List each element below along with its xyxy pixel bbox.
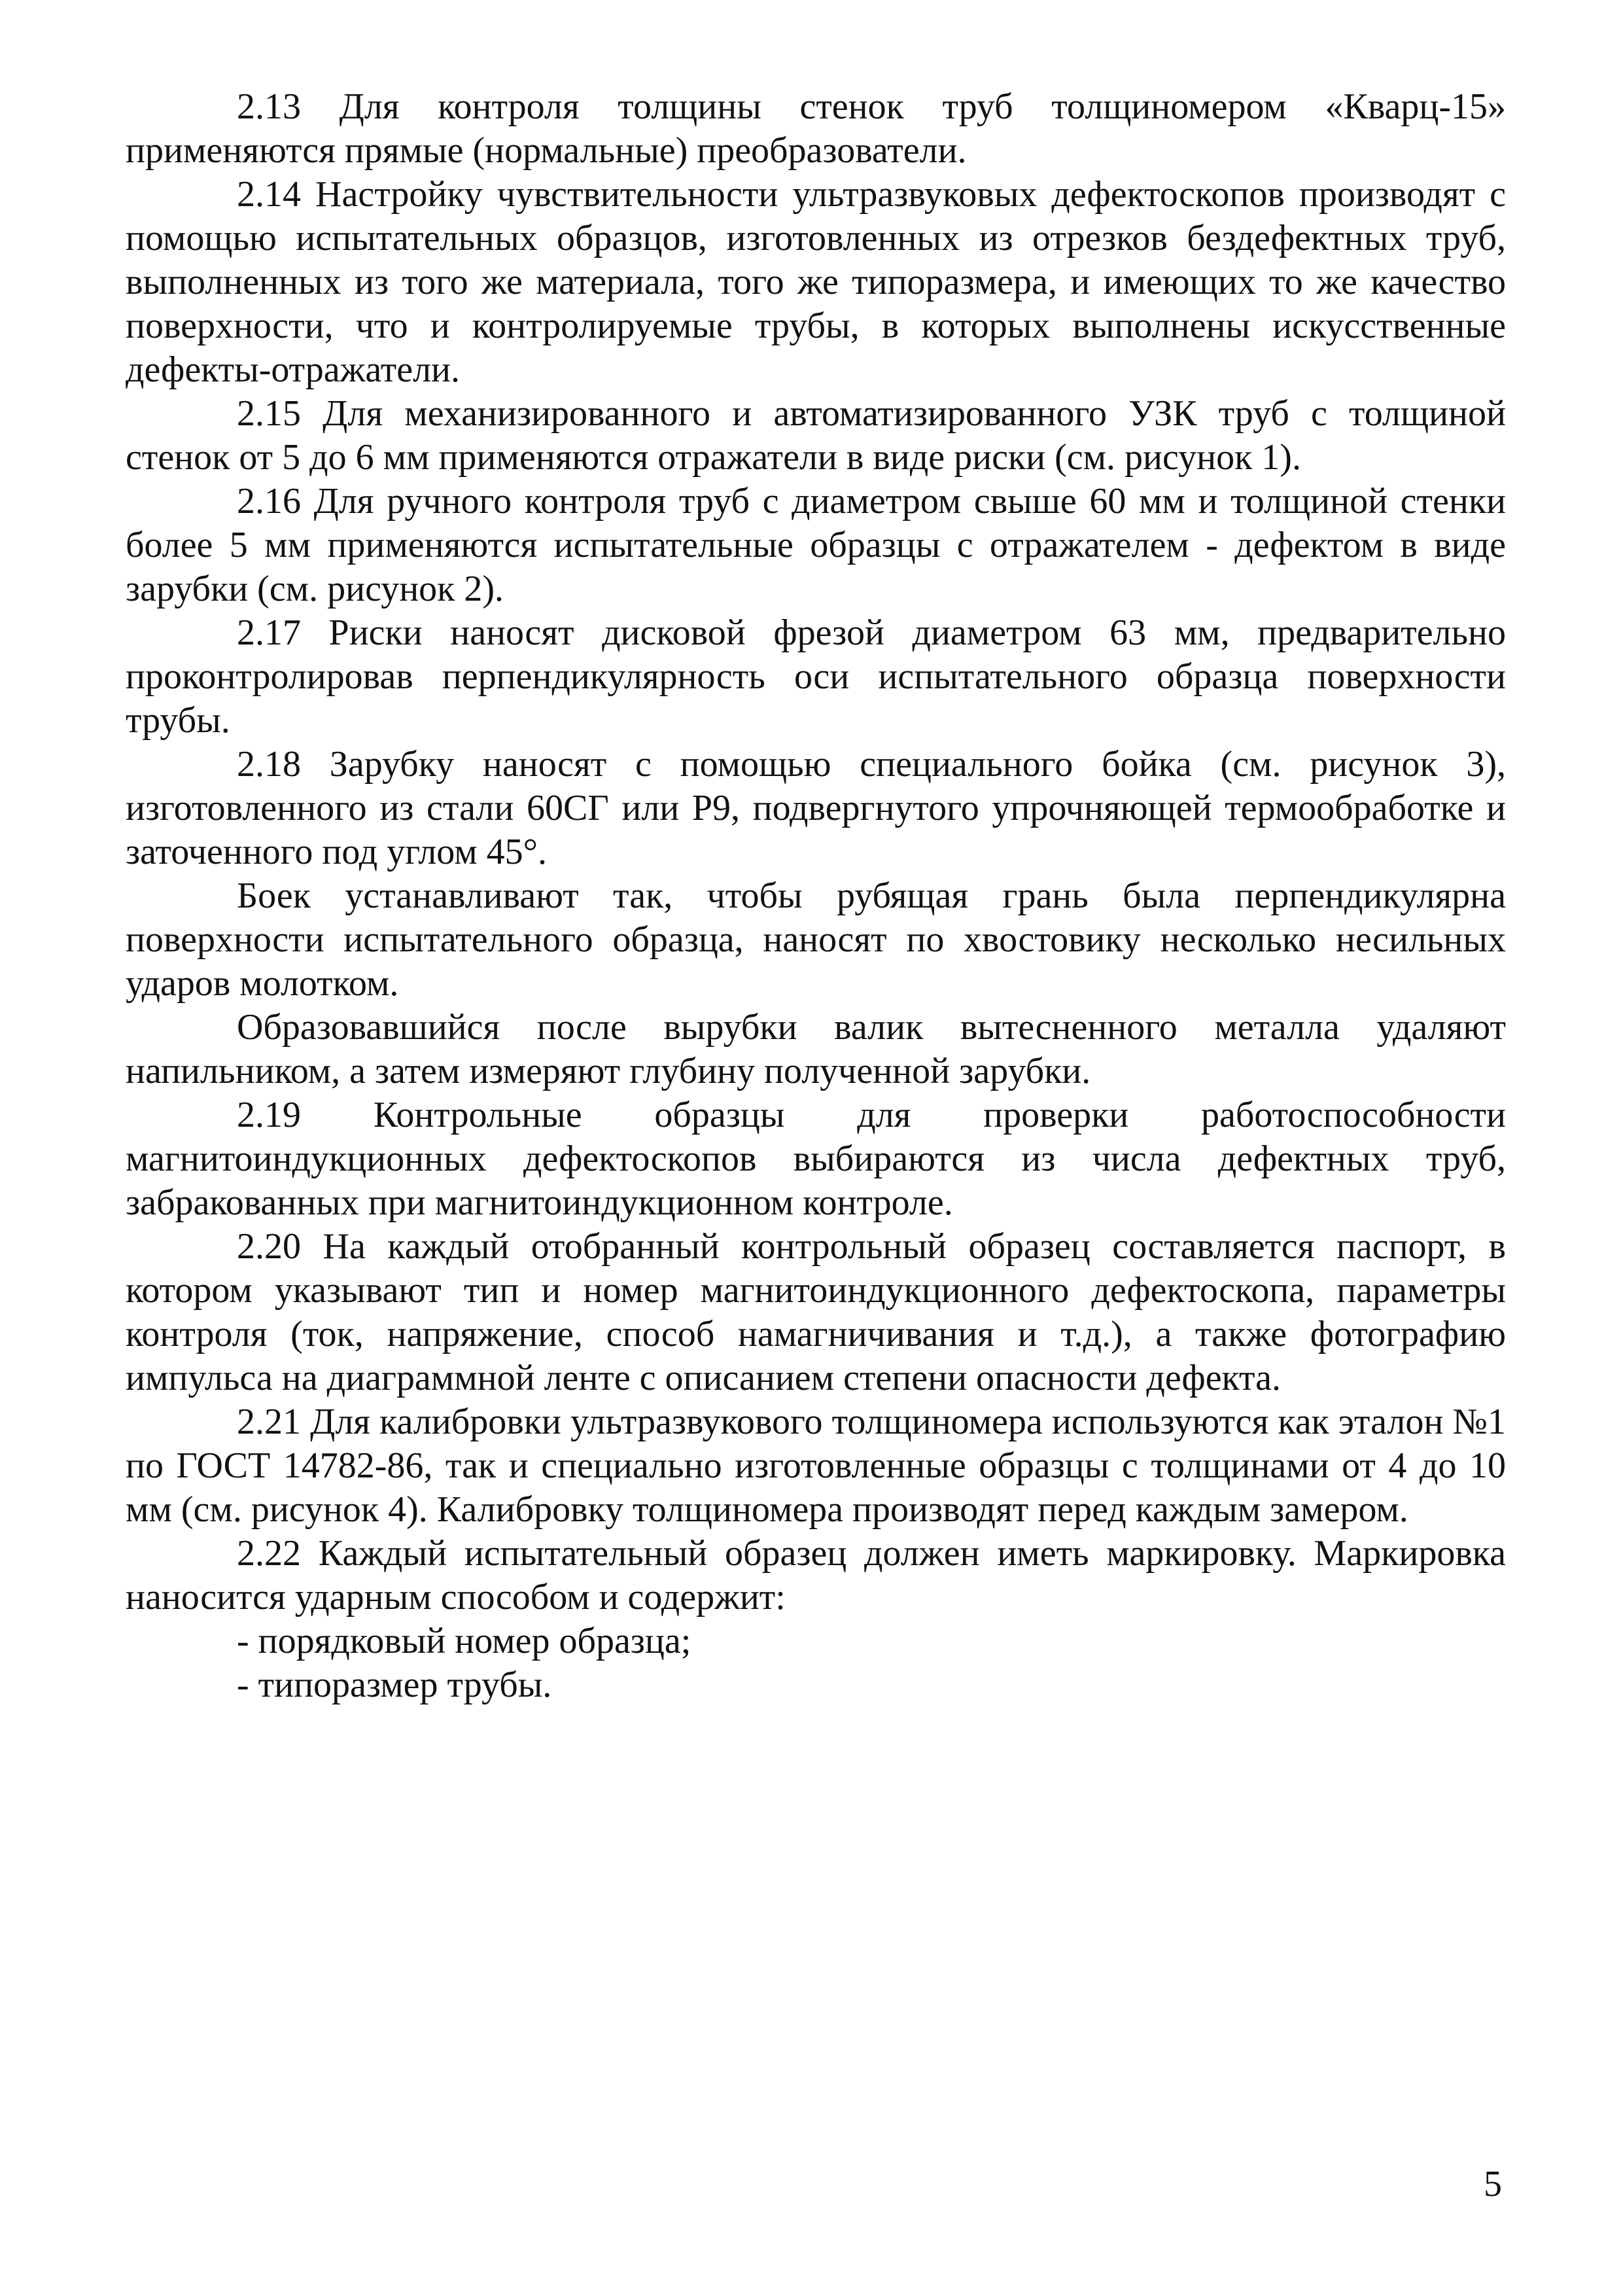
paragraph-2-17: 2.17 Риски наносят дисковой фрезой диаметром 63 мм, предварительно проконтролировав перпендикулярность оси испытательного образца поверхности трубы. <box>126 612 1506 741</box>
paragraph-2-18: 2.18 Зарубку наносят с помощью специального бойка (см. рисунок 3), изготовленного из стали 60СГ или Р9, подвергнутого упрочняющей термообработке и заточенного под углом 45°. <box>126 744 1506 872</box>
paragraph-2-14: 2.14 Настройку чувствительности ультразвуковых дефектоскопов производят с помощью испытательных образцов, изготовленных из отрезков бездефектных труб, выполненных из того же материала, того же типоразмера, и имеющих то же качество поверхности, что и контролируемые трубы, в которых выполнены искусственные дефекты-отражатели. <box>126 174 1506 390</box>
list-item: - типоразмер трубы. <box>237 1665 552 1705</box>
paragraph-2-15: 2.15 Для механизированного и автоматизированного УЗК труб с толщиной стенок от 5 до 6 мм применяются отражатели в виде риски (см. рисунок 1). <box>126 393 1506 478</box>
document-body <box>126 85 1506 1707</box>
paragraph-2-21: 2.21 Для калибровки ультразвукового толщиномера используются как эталон №1 по ГОСТ 14782-86, так и специально изготовленные образцы с толщинами от 4 до 10 мм (см. рисунок 4). Калибровку толщиномера производят перед каждым замером. <box>126 1402 1506 1530</box>
page-number: 5 <box>1484 2164 1502 2204</box>
paragraph-2-19: 2.19 Контрольные образцы для проверки работоспособности магнитоиндукционных дефектоскопов выбираются из числа дефектных труб, забракованных при магнитоиндукционном контроле. <box>126 1095 1506 1223</box>
paragraph-2-22: 2.22 Каждый испытательный образец должен иметь маркировку. Маркировка наносится ударным способом и содержит: <box>126 1533 1506 1617</box>
paragraph-2-16: 2.16 Для ручного контроля труб с диаметром свыше 60 мм и толщиной стенки более 5 мм применяются испытательные образцы с отражателем - дефектом в виде зарубки (см. рисунок 2). <box>126 481 1506 609</box>
paragraph-2-13: 2.13 Для контроля толщины стенок труб толщиномером «Кварц-15» применяются прямые (нормальные) преобразователи. <box>126 86 1506 171</box>
paragraph-2-20: 2.20 На каждый отобранный контрольный образец составляется паспорт, в котором указывают тип и номер магнитоиндукционного дефектоскопа, параметры контроля (ток, напряжение, способ намагничивания и т.д.), а также фотографию импульса на диаграммной ленте с описанием степени опасности дефекта. <box>126 1226 1506 1398</box>
marking-list <box>126 1619 1506 1707</box>
paragraph-valik: Образовавшийся после вырубки валик вытесненного металла удаляют напильником, а затем измеряют глубину полученной зарубки. <box>126 1007 1506 1091</box>
paragraph-boek: Боек устанавливают так, чтобы рубящая грань была перпендикулярна поверхности испытательного образца, наносят по хвостовику несколько несильных ударов молотком. <box>126 875 1506 1004</box>
list-item: - порядковый номер образца; <box>237 1621 691 1661</box>
